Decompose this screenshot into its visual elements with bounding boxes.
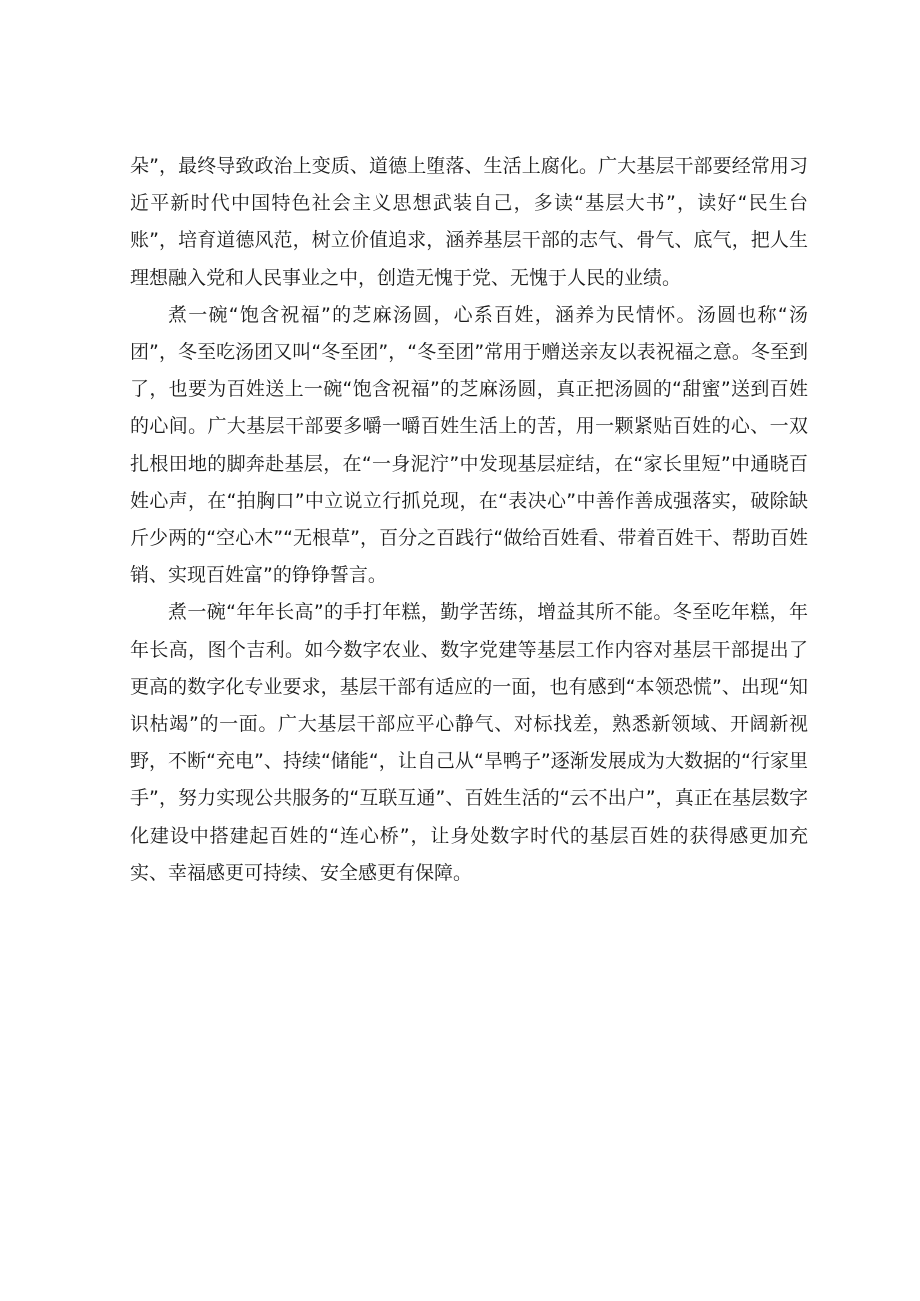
paragraph-tangyuan: 煮一碗“饱含祝福”的芝麻汤圆，心系百姓，涵养为民情怀。汤圆也称“汤团”，冬至吃汤团又叫“冬至团”，“冬至团”常用于赠送亲友以表祝福之意。冬至到了，也要为百姓送上一碗“饱含祝福”的芝麻汤圆，真正把汤圆的“甜蜜”送到百姓的心间。广大基层干部要多嚼一嚼百姓生活上的苦，用一颗紧贴百姓的心、一双扎根田地的脚奔赴基层，在“一身泥泞”中发现基层症结，在“家长里短”中通晓百姓心声，在“拍胸口”中立说立行抓兑现，在“表决心”中善作善成强落实，破除缺斤少两的“空心木”“无根草”，百分之百践行“做给百姓看、带着百姓干、帮助百姓销、实现百姓富”的铮铮誓言。: [130, 303, 808, 587]
paragraph-continuation: 朵”，最终导致政治上变质、道德上堕落、生活上腐化。广大基层干部要经常用习近平新时代中国特色社会主义思想武装自己，多读“基层大书”，读好“民生台账”，培育道德风范，树立价值追求，涵养基层干部的志气、骨气、底气，把人生理想融入党和人民事业之中，创造无愧于党、无愧于人民的业绩。: [130, 155, 808, 289]
body-text: [130, 148, 808, 892]
paragraph-niangao: 煮一碗“年年长高”的手打年糕，勤学苦练，增益其所不能。冬至吃年糕，年年长高，图个吉利。如今数字农业、数字党建等基层工作内容对基层干部提出了更高的数字化专业要求，基层干部有适应的一面，也有感到“本领恐慌”、出现“知识枯竭”的一面。广大基层干部应平心静气、对标找差，熟悉新领域、开阔新视野，不断“充电”、持续“储能“，让自己从“旱鸭子”逐渐发展成为大数据的“行家里手”，努力实现公共服务的“互联互通”、百姓生活的“云不出户”，真正在基层数字化建设中搭建起百姓的“连心桥”，让身处数字时代的基层百姓的获得感更加充实、幸福感更可持续、安全感更有保障。: [130, 601, 808, 884]
